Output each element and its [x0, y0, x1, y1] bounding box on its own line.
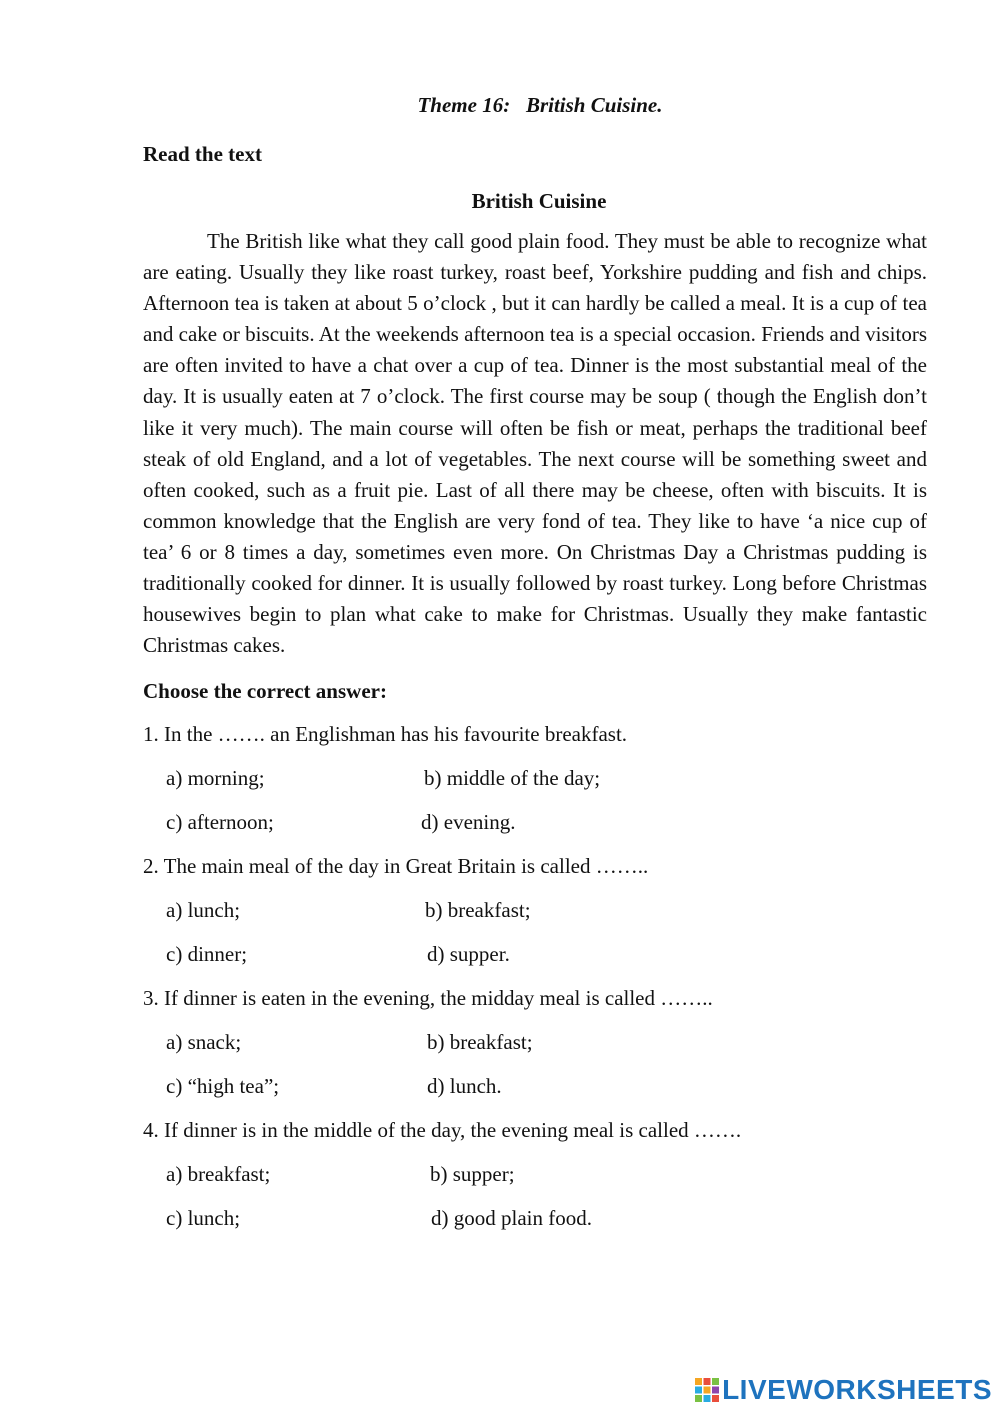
read-instruction: Read the text: [143, 142, 262, 166]
liveworksheets-logo-text: LIVEWORKSHEETS: [722, 1374, 992, 1405]
question-text: 1. In the ……. an Englishman has his favourite breakfast.: [143, 722, 628, 747]
question-text: 4. If dinner is in the middle of the day, the evening meal is called …….: [143, 1118, 742, 1143]
question-3: [143, 986, 927, 1098]
option-a[interactable]: a) breakfast;: [166, 1162, 271, 1187]
liveworksheets-logo: [694, 1375, 992, 1405]
option-d[interactable]: d) supper.: [427, 942, 510, 967]
option-a[interactable]: a) lunch;: [166, 898, 241, 923]
option-b[interactable]: b) breakfast;: [427, 1030, 533, 1055]
task-instruction: Choose the correct answer:: [143, 679, 387, 704]
option-d[interactable]: d) good plain food.: [431, 1206, 592, 1231]
options-row: [143, 1206, 927, 1230]
question-2: [143, 854, 927, 966]
question-1: [143, 722, 927, 834]
option-d[interactable]: d) evening.: [421, 810, 516, 835]
options-row: [143, 898, 927, 922]
option-a[interactable]: a) morning;: [166, 766, 265, 791]
option-d[interactable]: d) lunch.: [427, 1074, 502, 1099]
options-row: [143, 1074, 927, 1098]
options-row: [143, 1030, 927, 1054]
liveworksheets-logo-icon: [694, 1377, 720, 1403]
options-row: [143, 1162, 927, 1186]
option-c[interactable]: c) afternoon;: [166, 810, 274, 835]
worksheet-page: [143, 93, 927, 1250]
reading-passage: The British like what they call good plain food. They must be able to recognize what are eating. Usually they like roast turkey, roast beef, Yorkshire pudding and fish and chips. Afternoon tea is taken at about 5 o’clock , but it can hardly be called a meal. It is a cup of tea and cake or biscuits. At the weekends afternoon tea is a special occasion. Friends and visitors are often invited to have a chat over a cup of tea. Dinner is the most substantial meal of the day. It is usually eaten at 7 o’clock. The first course may be soup ( though the English don’t like it very much). The main course will often be fish or meat, perhaps the traditional beef steak of old England, and a lot of vegetables. The next course will be something sweet and often cooked, such as a fruit pie. Last of all there may be cheese, often with biscuits. It is common knowledge that the English are very fond of tea. They like to have ‘a nice cup of tea’ 6 or 8 times a day, sometimes even more. On Christmas Day a Christmas pudding is traditionally cooked for dinner. It is usually followed by roast turkey. Long before Christmas housewives begin to plan what cake to make for Christmas. Usually they make fantastic Christmas cakes.: [143, 229, 927, 658]
option-a[interactable]: a) snack;: [166, 1030, 242, 1055]
question-text: 2. The main meal of the day in Great Britain is called ……..: [143, 854, 649, 879]
option-c[interactable]: c) dinner;: [166, 942, 248, 967]
options-row: [143, 766, 927, 790]
option-b[interactable]: b) supper;: [430, 1162, 515, 1187]
option-c[interactable]: c) lunch;: [166, 1206, 241, 1231]
question-text: 3. If dinner is eaten in the evening, the midday meal is called ……..: [143, 986, 713, 1011]
reading-title: British Cuisine: [471, 189, 607, 213]
options-row: [143, 810, 927, 834]
option-b[interactable]: b) breakfast;: [425, 898, 531, 923]
question-4: [143, 1118, 927, 1230]
option-c[interactable]: c) “high tea”;: [166, 1074, 280, 1099]
option-b[interactable]: b) middle of the day;: [424, 766, 601, 791]
options-row: [143, 942, 927, 966]
theme-title: Theme 16: British Cuisine.: [417, 93, 663, 117]
